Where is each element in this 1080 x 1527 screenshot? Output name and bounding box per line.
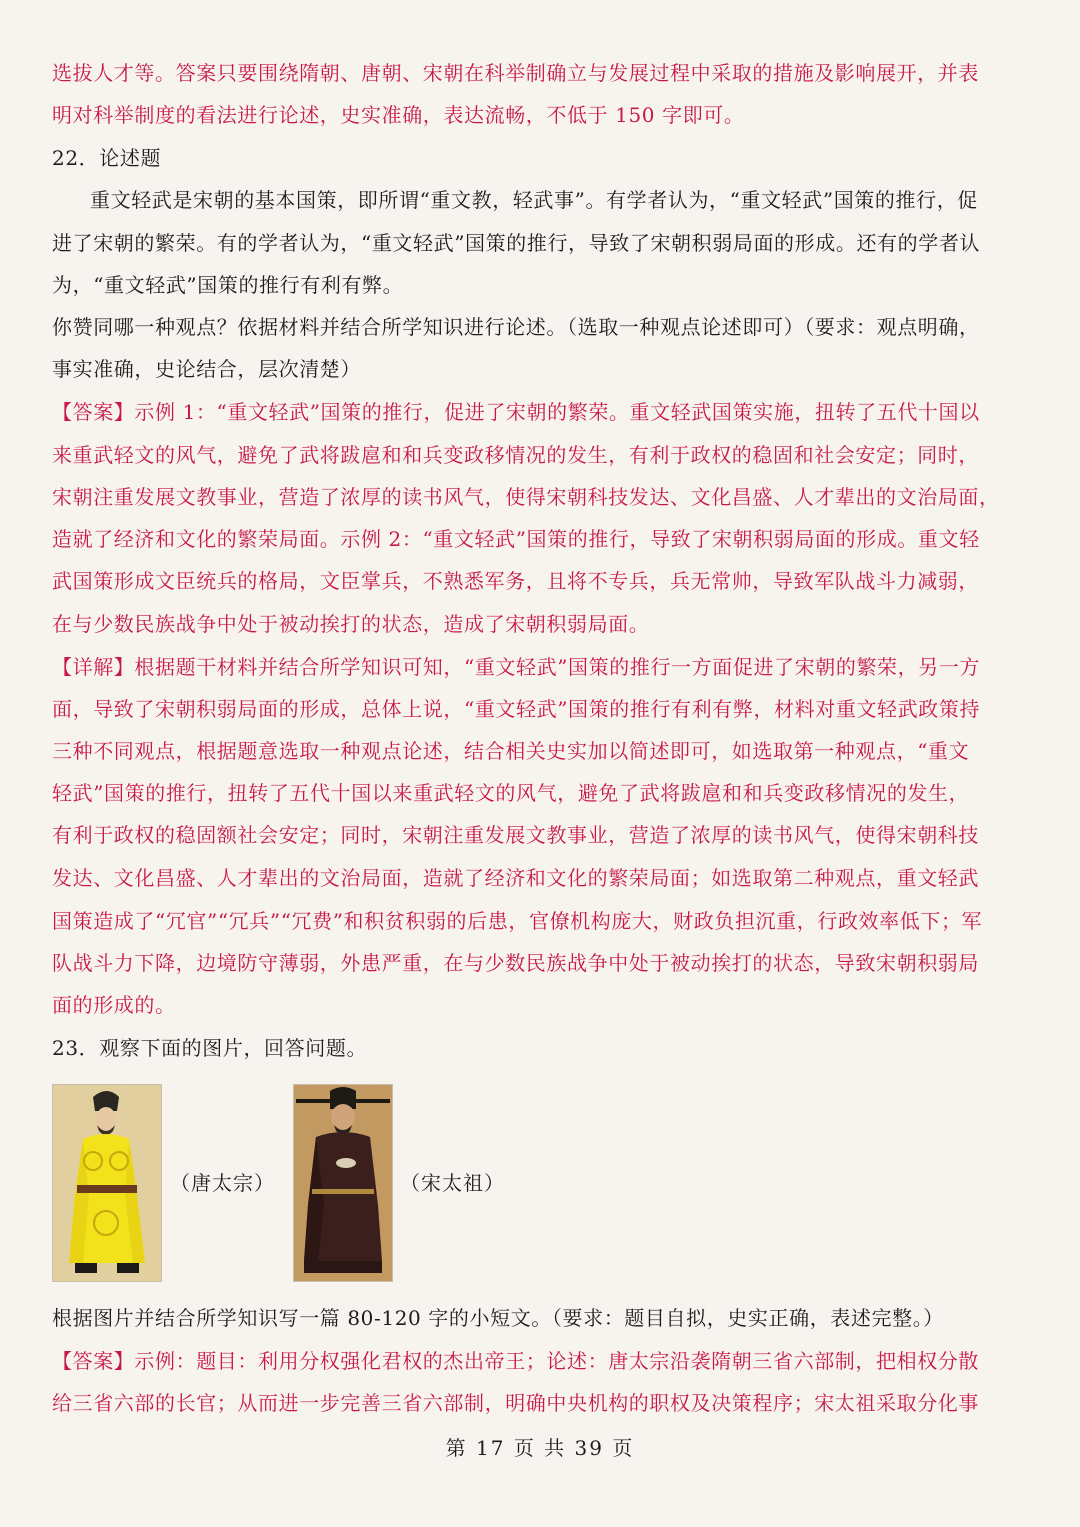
page-footer: 第 17 页 共 39 页 xyxy=(445,1436,635,1460)
q22-detail-line-8: 队战斗力下降，边境防守薄弱，外患严重，在与少数民族战争中处于被动挨打的状态，导致宋朝积弱局 xyxy=(52,951,979,975)
q22-stem-line-2: 进了宋朝的繁荣。有的学者认为，“重文轻武”国策的推行，导致了宋朝积弱局面的形成。还有的学者认 xyxy=(52,231,981,255)
answer-tag: 【答案】 xyxy=(52,400,135,424)
q22-answer-text-1: 示例 1：“重文轻武”国策的推行，促进了宋朝的繁荣。重文轻武国策实施，扭转了五代十国以 xyxy=(134,400,980,424)
q23-answer-text-1: 示例：题目：利用分权强化君权的杰出帝王；论述：唐太宗沿袭隋朝三省六部制，把相权分散 xyxy=(134,1349,980,1373)
q22-detail-line-5: 有利于政权的稳固额社会安定；同时，宋朝注重发展文教事业，营造了浓厚的读书风气，使得宋朝科技 xyxy=(52,823,979,847)
q22-answer-line-5: 武国策形成文臣统兵的格局，文臣掌兵，不熟悉军务，且将不专兵，兵无常帅，导致军队战斗力减弱， xyxy=(52,569,979,593)
q22-answer-line-3: 宋朝注重发展文教事业，营造了浓厚的读书风气，使得宋朝科技发达、文化昌盛、人才辈出的文治局面， xyxy=(52,485,1000,509)
q23-answer-line-1 xyxy=(52,1346,1032,1376)
q22-stem-line-4: 你赞同哪一种观点？依据材料并结合所学知识进行论述。（选取一种观点论述即可）（要求：观点明确， xyxy=(52,315,980,339)
song-taizu-portrait xyxy=(293,1084,393,1282)
q22-detail-line-3: 三种不同观点，根据题意选取一种观点论述，结合相关史实加以简述即可，如选取第一种观点，“重文 xyxy=(52,739,970,763)
q22-detail-text-1: 根据题干材料并结合所学知识可知，“重文轻武”国策的推行一方面促进了宋朝的繁荣，另一方 xyxy=(134,655,981,679)
q22-stem-line-1: 重文轻武是宋朝的基本国策，即所谓“重文教，轻武事”。有学者认为，“重文轻武”国策的推行，促 xyxy=(90,188,978,212)
q22-answer-line-1 xyxy=(52,397,1032,427)
q22-answer-line-4: 造就了经济和文化的繁荣局面。示例 2：“重文轻武”国策的推行，导致了宋朝积弱局面的形成。重文轻 xyxy=(52,527,980,551)
paragraph-top-line-1: 选拔人才等。答案只要围绕隋朝、唐朝、宋朝在科举制确立与发展过程中采取的措施及影响展开，并表 xyxy=(52,61,979,85)
q22-detail-line-7: 国策造成了“冗官”“冗兵”“冗费”和积贫积弱的后患，官僚机构庞大，财政负担沉重，行政效率低下；军 xyxy=(52,909,983,933)
q22-detail-line-1 xyxy=(52,652,1032,682)
q22-stem-line-3: 为，“重文轻武”国策的推行有利有弊。 xyxy=(52,273,404,297)
q23-heading: 23．观察下面的图片，回答问题。 xyxy=(52,1036,368,1060)
q22-detail-line-4: 轻武”国策的推行，扭转了五代十国以来重武轻文的风气，避免了武将跋扈和和兵变政移情况的发生， xyxy=(52,781,970,805)
detail-tag: 【详解】 xyxy=(52,655,135,679)
tang-taizong-portrait xyxy=(52,1084,162,1282)
q22-detail-line-9: 面的形成的。 xyxy=(52,993,176,1017)
q22-answer-line-6: 在与少数民族战争中处于被动挨打的状态，造成了宋朝积弱局面。 xyxy=(52,612,650,636)
q22-detail-line-6: 发达、文化昌盛、人才辈出的文治局面，造就了经济和文化的繁荣局面；如选取第二种观点，重文轻武 xyxy=(52,866,979,890)
caption-song-taizu: （宋太祖） xyxy=(400,1171,505,1195)
answer-tag: 【答案】 xyxy=(52,1349,135,1373)
q22-detail-line-2: 面，导致了宋朝积弱局面的形成，总体上说，“重文轻武”国策的推行有利有弊，材料对重文轻武政策持 xyxy=(52,697,981,721)
q22-stem-line-5: 事实准确，史论结合，层次清楚） xyxy=(52,357,361,381)
song-taizu-figure-icon xyxy=(294,1085,392,1281)
q23-answer-line-2: 给三省六部的长官；从而进一步完善三省六部制，明确中央机构的职权及决策程序；宋太祖采取分化事 xyxy=(52,1391,979,1415)
q22-heading: 22．论述题 xyxy=(52,146,162,170)
q23-stem: 根据图片并结合所学知识写一篇 80-120 字的小短文。（要求：题目自拟，史实正确，表述完整。） xyxy=(52,1306,944,1330)
caption-tang-taizong: （唐太宗） xyxy=(170,1171,275,1195)
paragraph-top-line-2: 明对科举制度的看法进行论述，史实准确，表达流畅，不低于 150 字即可。 xyxy=(52,103,745,127)
tang-taizong-figure-icon xyxy=(53,1085,161,1281)
q22-answer-line-2: 来重武轻文的风气，避免了武将跋扈和和兵变政移情况的发生，有利于政权的稳固和社会安定；同时， xyxy=(52,443,979,467)
